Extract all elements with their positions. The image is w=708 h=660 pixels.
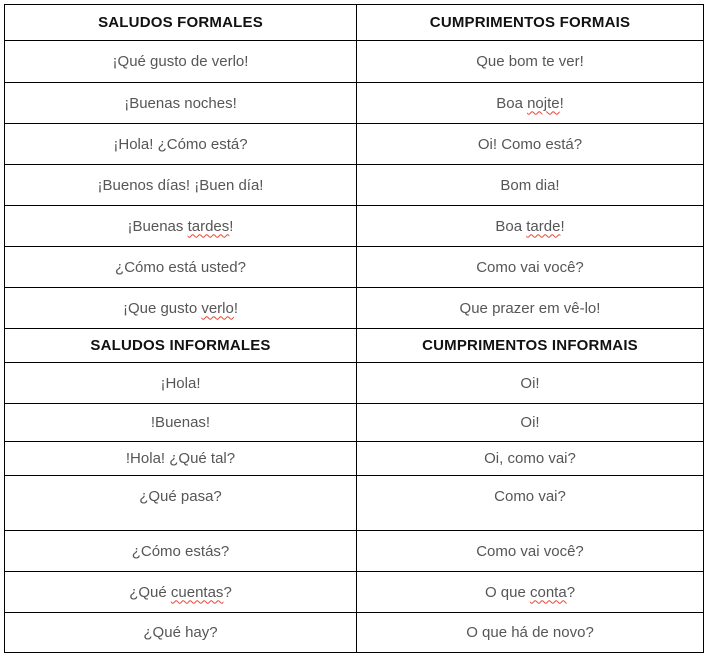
table-row <box>5 531 704 572</box>
phrase-cell-pt <box>357 476 704 531</box>
phrase-text: Oi! Como está? <box>477 135 583 153</box>
phrase-cell-pt <box>357 206 704 247</box>
section-header-formal <box>5 5 704 41</box>
phrase-text: ¿Qué pasa? <box>139 488 222 505</box>
phrase-cell-pt <box>357 124 704 165</box>
phrase-cell-pt <box>357 613 704 653</box>
phrase-text: ¿Cómo estás? <box>131 542 230 560</box>
phrase-cell-es <box>5 288 357 329</box>
phrase-text: O que há de novo? <box>466 624 594 641</box>
greetings-table <box>4 4 704 653</box>
table-row <box>5 247 704 288</box>
phrase-cell-pt <box>357 288 704 329</box>
phrase-cell-es <box>5 206 357 247</box>
header-cell-es: SALUDOS INFORMALES <box>5 329 357 363</box>
table-row <box>5 83 704 124</box>
phrase-text: ¡Qué gusto de verlo! <box>112 53 249 70</box>
misspelled-word: tardes <box>187 217 230 235</box>
phrase-text: ! <box>560 217 565 235</box>
phrase-text: ? <box>566 583 576 601</box>
phrase-text: Oi, como vai? <box>484 450 576 467</box>
table-row <box>5 442 704 476</box>
table-row <box>5 613 704 653</box>
phrase-cell-pt <box>357 442 704 476</box>
phrase-cell-pt <box>357 83 704 124</box>
phrase-text: O que <box>484 583 530 601</box>
phrase-text: ¡Hola! ¿Cómo está? <box>113 135 248 153</box>
phrase-cell-pt <box>357 531 704 572</box>
phrase-cell-es <box>5 613 357 653</box>
phrase-text: ¡Que gusto <box>122 299 202 317</box>
phrase-text: ¡Buenos días! ¡Buen día! <box>97 176 264 194</box>
phrase-text: Oi! <box>520 414 540 431</box>
phrase-text: ¡Hola! <box>160 374 201 392</box>
misspelled-word: tarde <box>526 217 561 235</box>
phrase-text: Como vai? <box>494 488 566 505</box>
phrase-text: ¡Buenas <box>127 217 188 235</box>
phrase-cell-es <box>5 83 357 124</box>
phrase-text: Como vai você? <box>476 258 584 276</box>
phrase-text: ? <box>223 583 232 601</box>
phrase-text: ! <box>233 299 239 317</box>
phrase-cell-pt <box>357 41 704 83</box>
misspelled-word: conta <box>529 583 567 601</box>
misspelled-word: cuentas <box>170 583 224 601</box>
table-row <box>5 288 704 329</box>
phrase-text: ! <box>229 217 234 235</box>
phrase-cell-es <box>5 572 357 613</box>
phrase-cell-pt <box>357 363 704 404</box>
phrase-cell-es <box>5 124 357 165</box>
phrase-text: ¿Qué hay? <box>143 624 218 641</box>
phrase-text: !Hola! ¿Qué tal? <box>125 450 236 467</box>
phrase-cell-es <box>5 363 357 404</box>
phrase-text: Que bom te ver! <box>476 53 584 70</box>
phrase-cell-es <box>5 165 357 206</box>
table-row <box>5 476 704 531</box>
table-row <box>5 404 704 442</box>
phrase-text: Oi! <box>520 374 540 392</box>
phrase-cell-pt <box>357 572 704 613</box>
phrase-text: !Buenas! <box>150 414 211 431</box>
header-cell-pt: CUMPRIMENTOS FORMAIS <box>357 5 704 41</box>
phrase-cell-es <box>5 476 357 531</box>
phrase-text: ! <box>559 94 564 112</box>
section-header-informal <box>5 329 704 363</box>
header-cell-es: SALUDOS FORMALES <box>5 5 357 41</box>
table-row <box>5 41 704 83</box>
phrase-cell-es <box>5 41 357 83</box>
table-row <box>5 363 704 404</box>
phrase-cell-es <box>5 442 357 476</box>
phrase-text: Como vai você? <box>476 542 584 560</box>
misspelled-word: verlo <box>201 299 234 317</box>
phrase-cell-es <box>5 404 357 442</box>
table-row <box>5 572 704 613</box>
phrase-text: Boa <box>495 217 527 235</box>
phrase-cell-pt <box>357 165 704 206</box>
misspelled-word: nojte <box>527 94 560 112</box>
table-row <box>5 124 704 165</box>
phrase-text: Boa <box>496 94 528 112</box>
phrase-cell-es <box>5 531 357 572</box>
phrase-cell-pt <box>357 247 704 288</box>
phrase-cell-es <box>5 247 357 288</box>
phrase-text: ¿Cómo está usted? <box>115 258 246 276</box>
header-cell-pt: CUMPRIMENTOS INFORMAIS <box>357 329 704 363</box>
phrase-cell-pt <box>357 404 704 442</box>
phrase-text: Bom dia! <box>500 176 560 194</box>
table-row <box>5 165 704 206</box>
phrase-text: ¡Buenas noches! <box>124 94 237 112</box>
table-row <box>5 206 704 247</box>
phrase-text: Que prazer em vê-lo! <box>459 299 601 317</box>
phrase-text: ¿Qué <box>129 583 171 601</box>
